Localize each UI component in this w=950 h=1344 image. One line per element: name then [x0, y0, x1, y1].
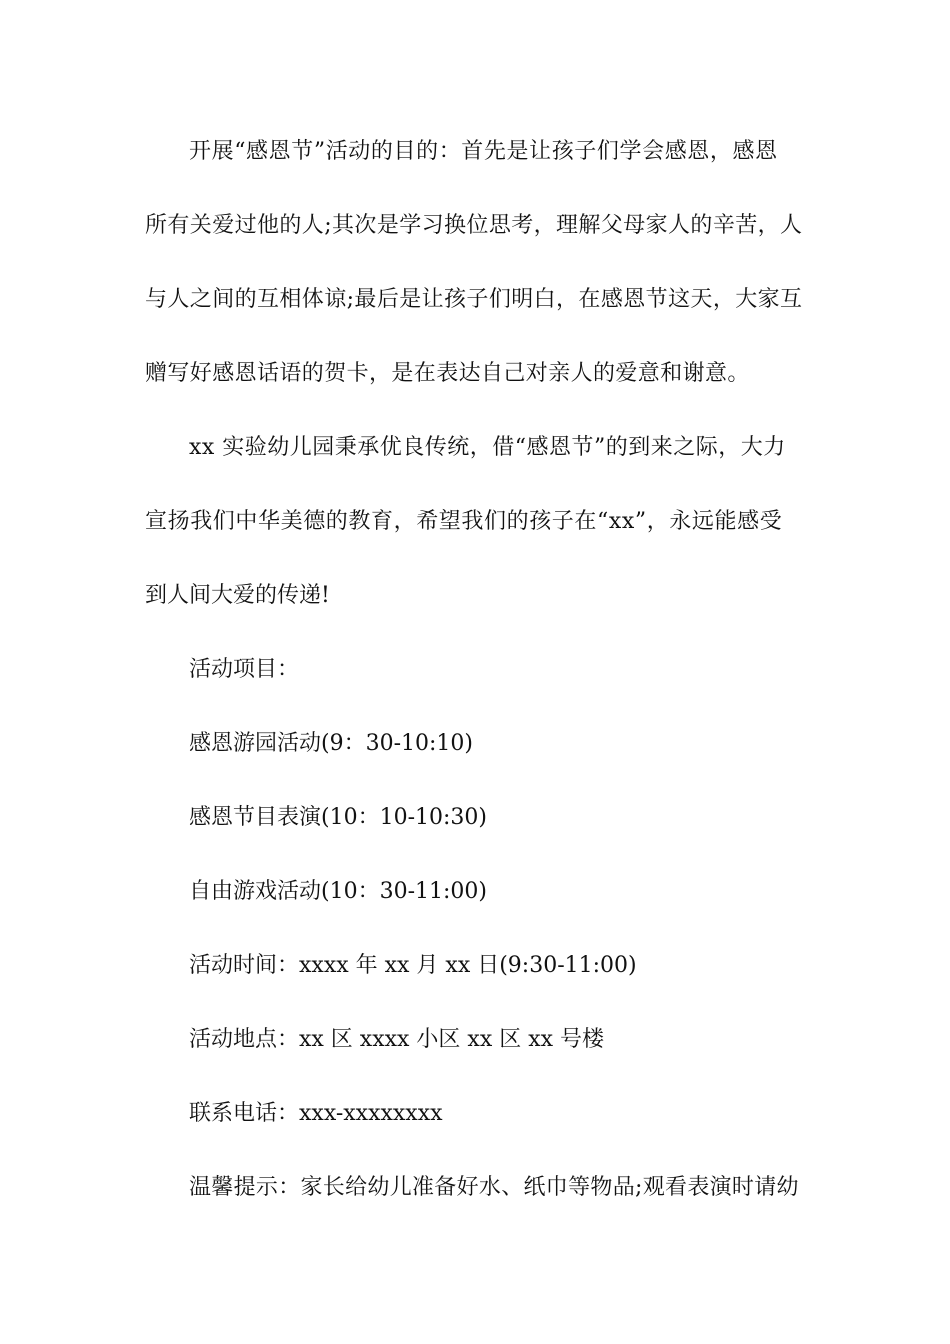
activity-item-performance: 感恩节目表演(10：10-10:30) [189, 805, 487, 830]
activity-time: 活动时间：xxxx 年 xx 月 xx 日(9:30-11:00) [189, 953, 637, 978]
paragraph-2-line-3: 到人间大爱的传递! [145, 583, 330, 608]
paragraph-1-line-4: 赠写好感恩话语的贺卡，是在表达自己对亲人的爱意和谢意。 [145, 361, 750, 386]
paragraph-2-line-2: 宣扬我们中华美德的教育，希望我们的孩子在“xx”，永远能感受 [145, 509, 783, 534]
paragraph-2-line-1: xx 实验幼儿园秉承优良传统，借“感恩节”的到来之际，大力 [189, 435, 786, 460]
activity-location: 活动地点：xx 区 xxxx 小区 xx 区 xx 号楼 [189, 1027, 605, 1052]
activity-item-free-games: 自由游戏活动(10：30-11:00) [189, 879, 487, 904]
paragraph-1-line-1: 开展“感恩节”活动的目的：首先是让孩子们学会感恩，感恩 [189, 139, 778, 164]
warm-reminder: 温馨提示：家长给幼儿准备好水、纸巾等物品;观看表演时请幼 [189, 1175, 799, 1200]
contact-phone: 联系电话：xxx-xxxxxxxx [189, 1101, 443, 1126]
activity-item-garden-tour: 感恩游园活动(9：30-10:10) [189, 731, 473, 756]
activity-items-heading: 活动项目： [189, 657, 300, 682]
paragraph-1-line-2: 所有关爱过他的人;其次是学习换位思考，理解父母家人的辛苦，人 [145, 213, 803, 238]
paragraph-1-line-3: 与人之间的互相体谅;最后是让孩子们明白，在感恩节这天，大家互 [145, 287, 803, 312]
